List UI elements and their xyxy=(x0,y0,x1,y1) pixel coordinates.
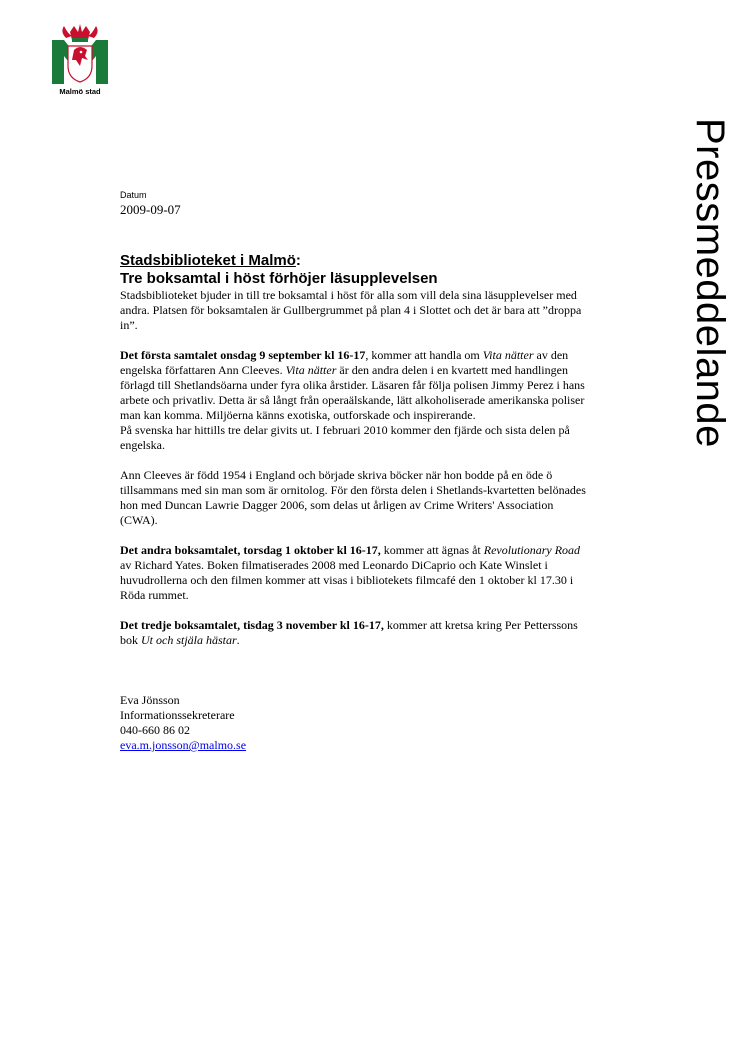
signature-block xyxy=(120,693,590,753)
book-title: Vita nätter xyxy=(482,348,534,362)
contact-email-link[interactable]: eva.m.jonsson@malmo.se xyxy=(120,738,247,752)
intro-paragraph: Stadsbiblioteket bjuder in till tre boksamtal i höst för alla som vill dela sina läsupplevelser med andra. Platsen för boksamtalen är Gullbergrummet på plan 4 i Slottet och det är bara att ”droppa in”. xyxy=(120,288,582,332)
paragraph-first-talk-cont: På svenska har hittills tre delar givits ut. I februari 2010 kommer den fjärde och sista delen på engelska. xyxy=(120,423,570,452)
date-value: 2009-09-07 xyxy=(120,202,181,217)
paragraph-first-talk xyxy=(120,348,590,423)
contact-phone: 040-660 86 02 xyxy=(120,723,190,737)
headline-line1: Stadsbiblioteket i Malmö xyxy=(120,252,296,269)
contact-name: Eva Jönsson xyxy=(120,693,180,707)
coat-of-arms-icon xyxy=(50,22,110,86)
book-title: Ut och stjäla hästar xyxy=(141,633,237,647)
paragraph-second-talk xyxy=(120,543,590,603)
headline xyxy=(120,252,590,288)
headline-colon: : xyxy=(295,252,301,269)
paragraph-author: Ann Cleeves är född 1954 i England och började skriva böcker när hon bodde på en öde ö tillsammans med sin man som är ornitolog. För den första delen i Shetlands-kvartetten belönades hon med Duncan Lawrie Dagger 2006, som delas ut årligen av Crime Writers' Association (CWA). xyxy=(120,468,586,527)
headline-line2: Tre boksamtal i höst förhöjer läsupplevelsen xyxy=(120,270,438,287)
text-span: kommer att ägnas åt xyxy=(380,543,484,557)
third-talk-heading: Det tredje boksamtalet, tisdag 3 november kl 16-17, xyxy=(120,618,384,632)
book-title: Vita nätter xyxy=(285,363,337,377)
text-span: är den andra delen i en kvartett med handlingen förlagd till Shetlandsöarna under fyra olika årstider. Läsaren får följa polisen Jimmy Perez i hans arbete och privatliv. Detta är så långt från operaälskande, lätt alkoholiserade amerikanska poliser man kan komma. Miljöerna känns exotiska, outforskade och inspirerande. xyxy=(120,363,585,422)
book-title: Revolutionary Road xyxy=(483,543,581,557)
date-label: Datum xyxy=(120,190,147,200)
first-talk-heading: Det första samtalet onsdag 9 september kl 16-17 xyxy=(120,348,366,362)
text-span: , kommer att handla om xyxy=(365,348,483,362)
malmo-stad-logo xyxy=(50,22,110,98)
paragraph-third-talk xyxy=(120,618,590,648)
press-release-body xyxy=(120,190,590,753)
vertical-title: Pressmeddelande xyxy=(688,118,732,448)
text-span: av den engelska författaren Ann Cleeves. xyxy=(120,348,569,377)
second-talk-heading: Det andra boksamtalet, torsdag 1 oktober kl 16-17, xyxy=(120,543,381,557)
contact-role: Informationssekreterare xyxy=(120,708,235,722)
logo-label: Malmö stad xyxy=(59,87,101,96)
text-span: kommer att kretsa kring Per Petterssons bok xyxy=(120,618,578,647)
text-span: av Richard Yates. Boken filmatiserades 2008 med Leonardo DiCaprio och Kate Winslet i huvudrollerna och den filmen kommer att visas i bibliotekets filmcafé den 1 oktober kl 17.30 i Röda rummet. xyxy=(120,558,574,602)
text-span: . xyxy=(236,633,240,647)
